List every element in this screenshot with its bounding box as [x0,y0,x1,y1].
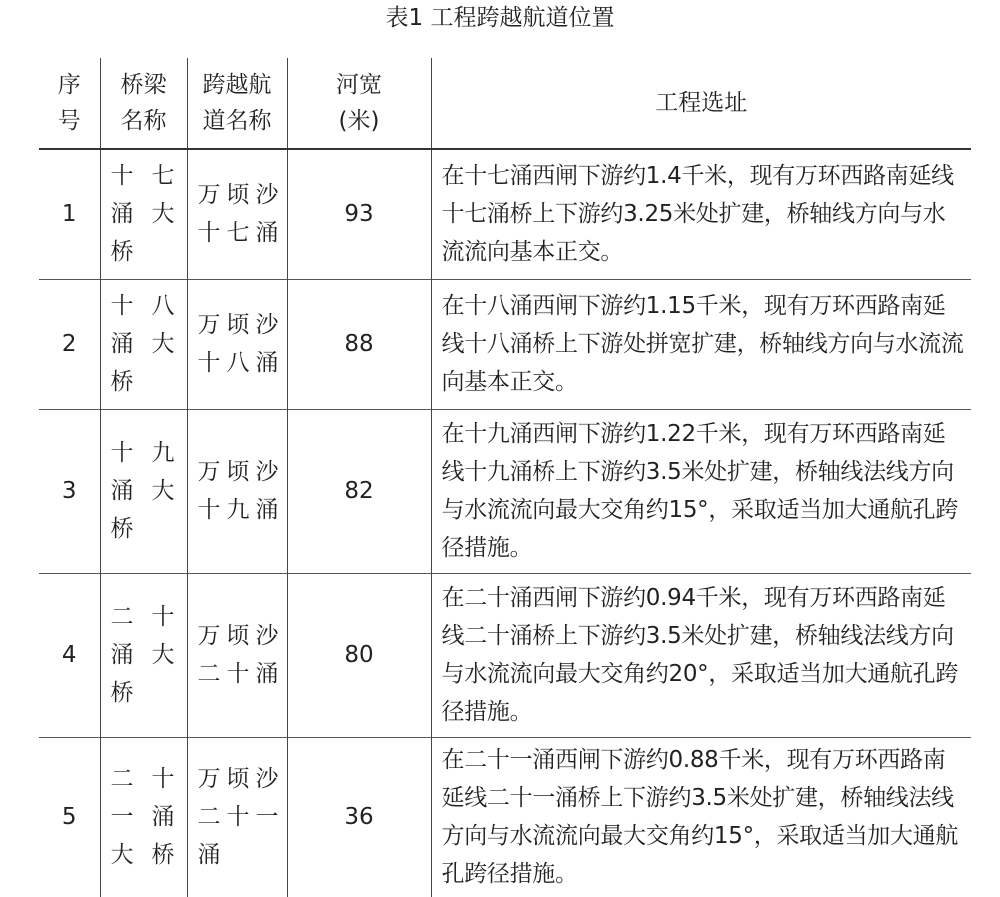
header-no [39,58,100,149]
channel-name: 万顷沙十九涌 [187,409,287,573]
site-description: 在二十一涌西闸下游约0.88千米，现有万环西路南延线二十一涌桥上下游约3.5米处扩建，桥轴线法线方向与水流流向最大交角约15°，采取适当加大通航孔跨径措施。 [431,737,971,897]
channel-name: 万顷沙二十一涌 [187,737,287,897]
header-width-line-1: 河宽 [336,72,382,98]
site-description: 在十八涌西闸下游约1.15千米，现有万环西路南延线十八涌桥上下游处拼宽扩建，桥轴线方向与水流流向基本正交。 [431,279,971,409]
river-width: 80 [287,573,431,737]
river-width: 88 [287,279,431,409]
header-bridge-line-1: 桥梁 [120,72,167,98]
header-channel-line-1: 跨越航 [202,72,272,98]
row-no: 5 [61,804,77,831]
table-row [39,149,971,279]
site-description: 在二十涌西闸下游约0.94千米，现有万环西路南延线二十涌桥上下游约3.5米处扩建，桥轴线法线方向与水流流向最大交角约20°，采取适当加大通航孔跨径措施。 [431,573,971,737]
header-channel-name [187,58,287,149]
header-bridge-line-2: 名称 [120,108,167,134]
bridge-name: 二十涌大桥 [100,573,187,737]
waterway-crossing-table [39,58,971,897]
header-site: 工程选址 [431,58,971,149]
table-header-row [39,58,971,149]
river-width: 36 [287,737,431,897]
table-row [39,279,971,409]
table-row [39,573,971,737]
header-river-width [287,58,431,149]
header-bridge-name [100,58,187,149]
row-no: 4 [61,642,77,668]
header-no-line-1: 序 [57,72,81,98]
table-caption: 表1 工程跨越航道位置 [385,5,615,31]
bridge-name: 十九涌大桥 [100,409,187,573]
header-no-line-2: 号 [57,108,81,134]
channel-name: 万顷沙二十涌 [187,573,287,737]
site-description: 在十九涌西闸下游约1.22千米，现有万环西路南延线十九涌桥上下游约3.5米处扩建，桥轴线法线方向与水流流向最大交角约15°，采取适当加大通航孔跨径措施。 [431,409,971,573]
channel-name: 万顷沙十八涌 [187,279,287,409]
river-width: 82 [287,409,431,573]
site-description: 在十七涌西闸下游约1.4千米，现有万环西路南延线十七涌桥上下游约3.25米处扩建，桥轴线方向与水流流向基本正交。 [431,149,971,279]
row-no: 1 [61,201,77,228]
header-channel-line-2: 道名称 [202,108,272,134]
table-row [39,409,971,573]
row-no: 3 [61,478,77,504]
bridge-name: 十八涌大桥 [100,279,187,409]
channel-name: 万顷沙十七涌 [187,149,287,279]
bridge-name: 十七涌大桥 [100,149,187,279]
row-no: 2 [61,331,77,357]
table-row [39,737,971,897]
header-width-line-2: (米) [338,108,380,134]
river-width: 93 [287,149,431,279]
bridge-name: 二十一涌大桥 [100,737,187,897]
